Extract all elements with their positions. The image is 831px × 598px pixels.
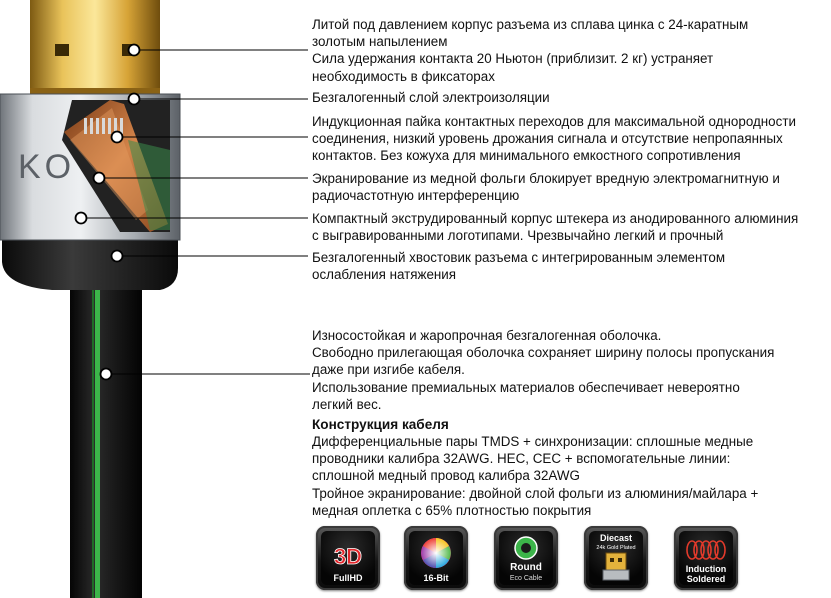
gold-plug — [30, 0, 160, 98]
callout-copper-shield: Экранирование из медной фольги блокирует вредную электромагнитную и радиочастотную интерференцию — [312, 171, 780, 204]
callout-induction-soldering: Индукционная пайка контактных переходов для максимальной однородности соединения, низкий уровень дрожания сигнала и отсутствие непропаянных контактов. Без кожуха для минимального емкостного сопротивления — [312, 114, 796, 164]
callout-aluminium-housing: Компактный экструдированный корпус штекера из анодированного алюминия с выгравированными логотипами. Чрезвычайно легкий и прочный — [312, 211, 799, 244]
cable-jacket — [70, 250, 142, 598]
cable-green-stripe — [95, 262, 100, 598]
badge-caption: Induction Soldered — [685, 564, 727, 584]
badge-subtitle: 24k Gold Plated — [596, 545, 636, 551]
badge-title: Round — [510, 562, 542, 573]
badge-caption: Eco Cable — [509, 575, 543, 582]
badge-caption: 16-Bit — [423, 573, 449, 583]
construction-body: Дифференциальные пары TMDS + синхронизации: сплошные медные проводники калибра 32AWG. HEC, CEC + вспомогательные линии: сплошной медный провод калибра 32AWG Тройное экранирование: двойной слой фольги из алюминия/майлара + медная оплетка с 65% плотностью покрытия — [312, 434, 759, 518]
badge-title: Diecast — [599, 533, 633, 543]
gold-connector-icon — [584, 526, 648, 590]
callout-strain-relief: Безгалогенный хвостовик разъема с интегрированным элементом ослабления натяжения — [312, 250, 726, 283]
badge-induction-soldered — [674, 526, 738, 590]
construction-heading: Конструкция кабеля — [312, 417, 449, 432]
engraved-logo: KO — [18, 148, 76, 186]
badge-caption: FullHD — [333, 573, 363, 583]
svg-text:3D: 3D — [333, 544, 363, 569]
callout-jacket: Износостойкая и жаропрочная безгалогенная оболочка. Свободно прилегающая оболочка сохраняет ширину полосы пропускания даже при изгибе кабеля. Использование премиальных материалов обеспечивает невероятно легкий вес. — [312, 328, 775, 412]
callout-gold-plug: Литой под давлением корпус разъема из сплава цинка с 24-каратным золотым напылением Сила удержания контакта 20 Ньютон (приблизит. 2 кг) устраняет необходимость в фиксаторах — [312, 17, 749, 84]
badge-diecast — [584, 526, 648, 590]
callout-insulation: Безгалогенный слой электроизоляции — [312, 90, 550, 105]
badge-3d-fullhd — [316, 526, 380, 590]
badge-16-bit — [404, 526, 468, 590]
badge-round-eco — [494, 526, 558, 590]
